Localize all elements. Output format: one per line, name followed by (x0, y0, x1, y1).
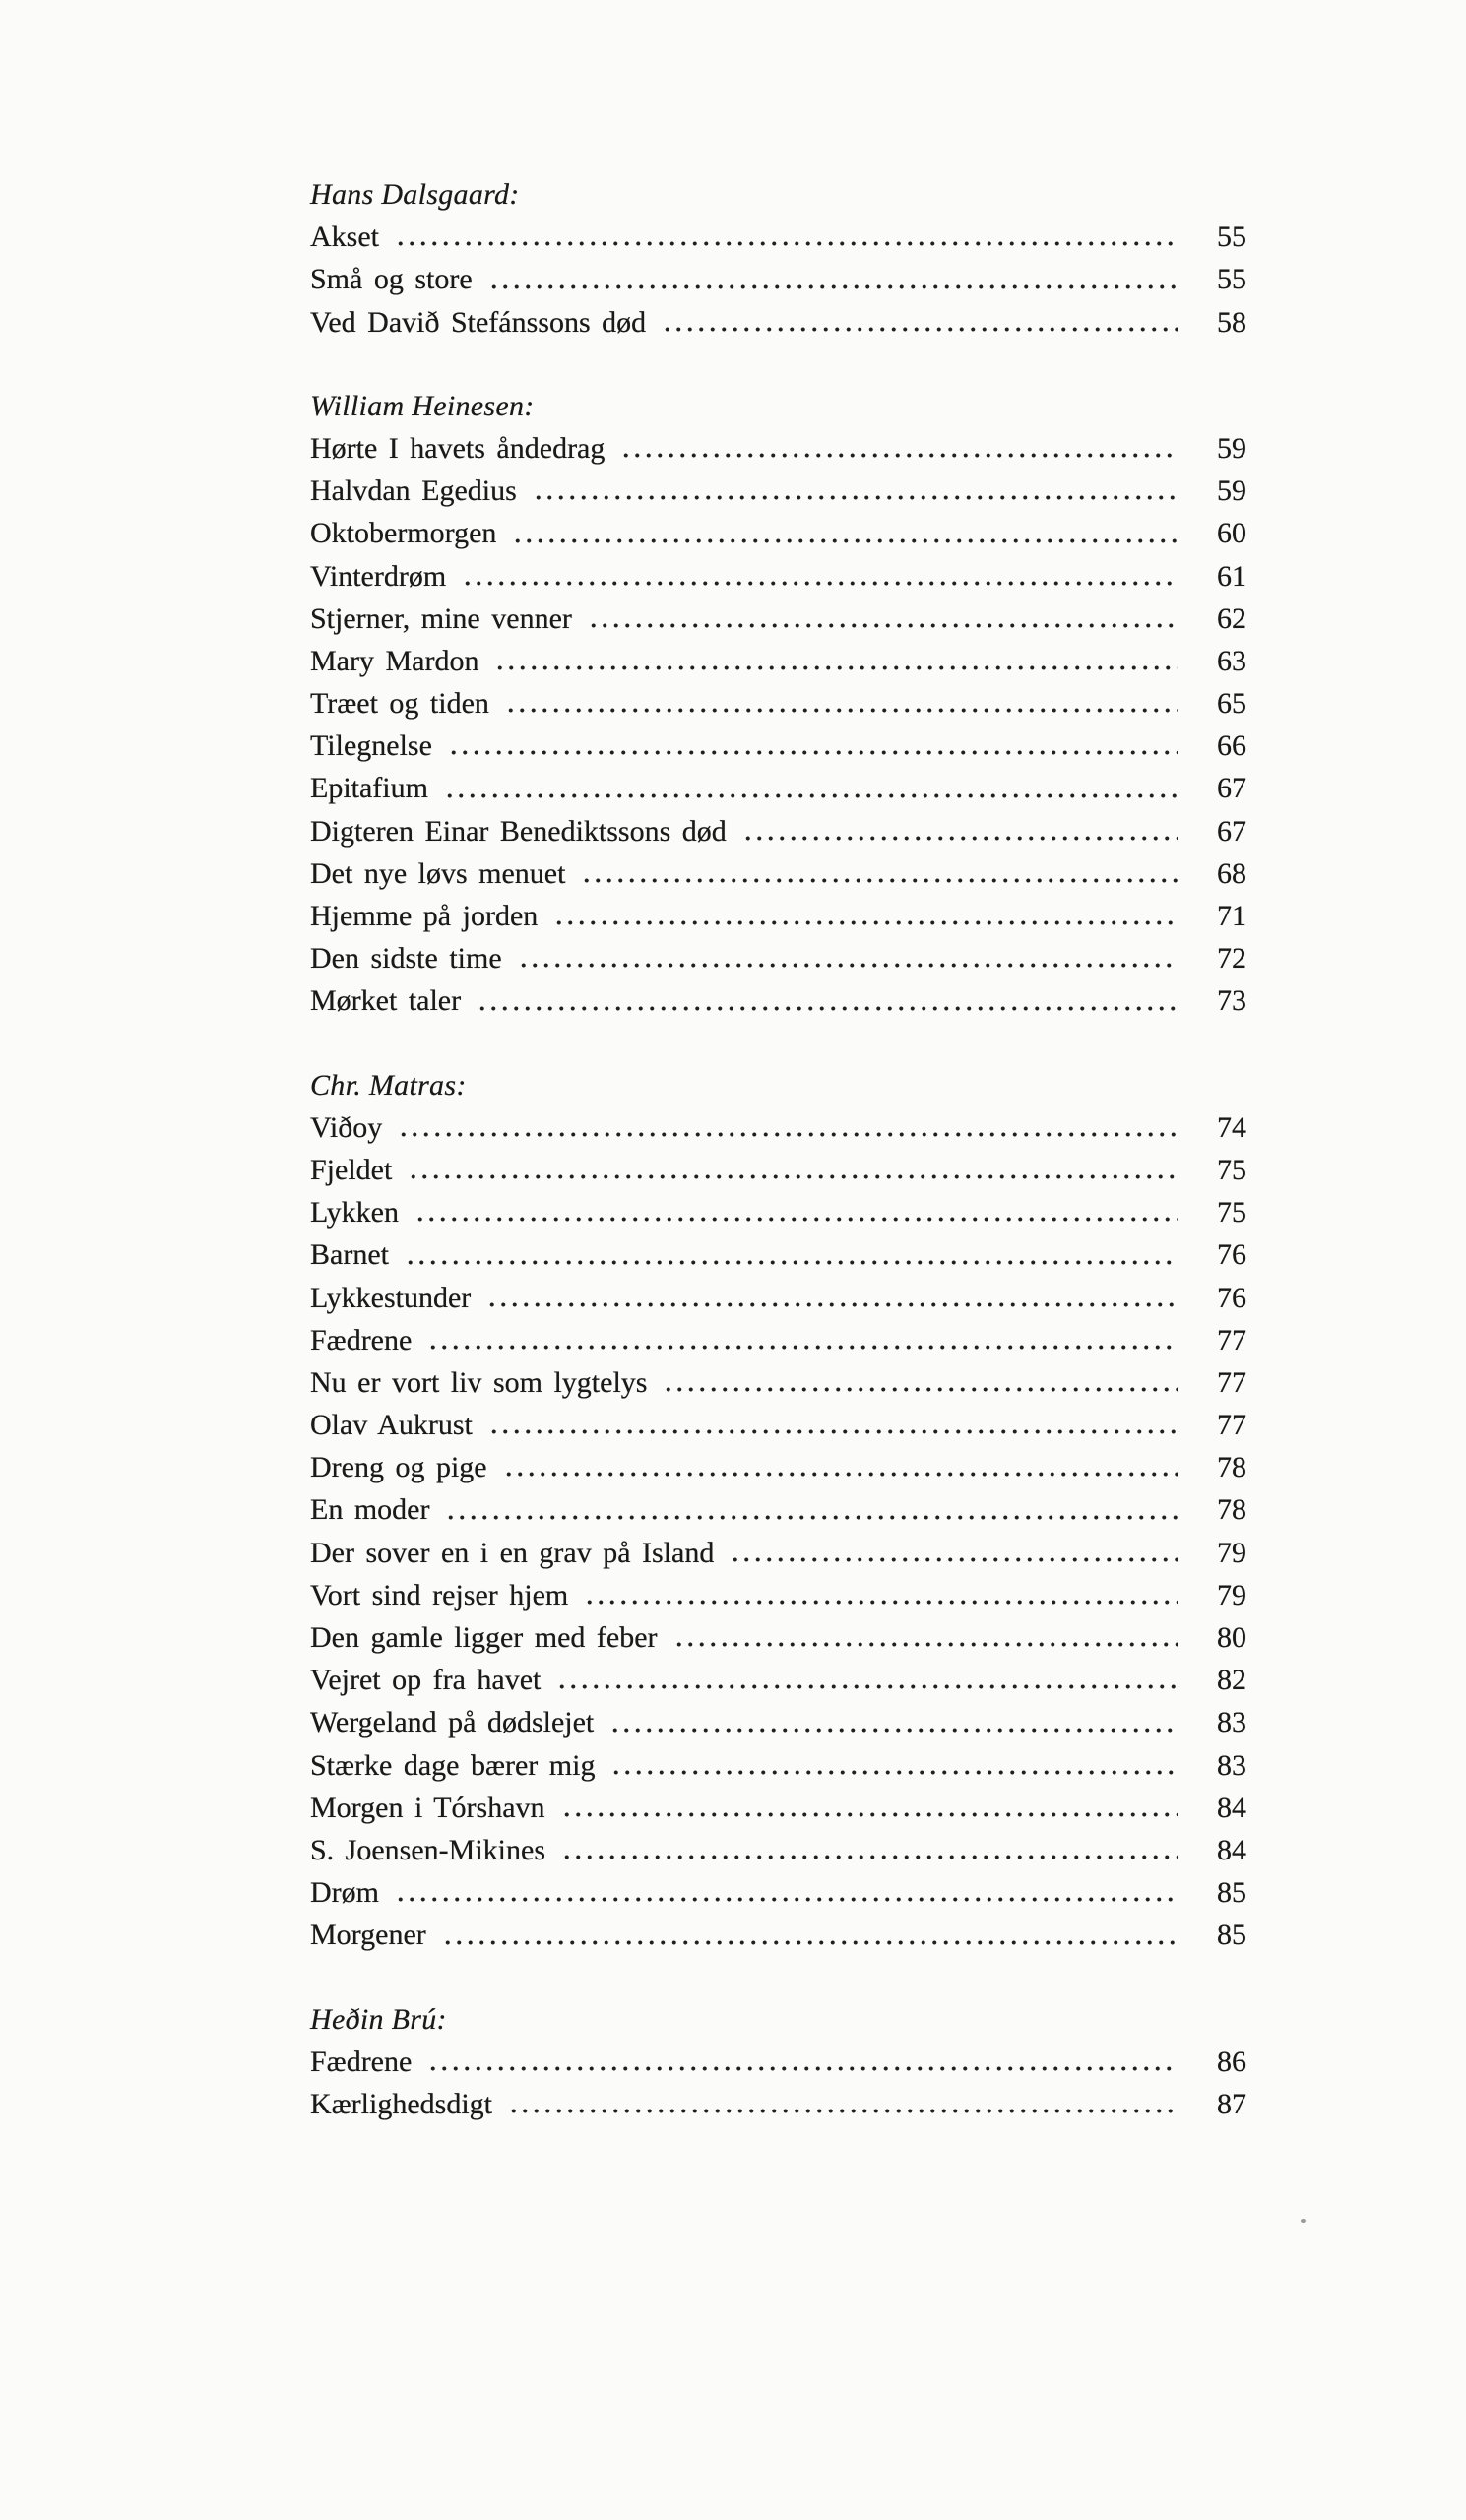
toc-entry (310, 1701, 1246, 1743)
entry-title: Olav Aukrust (310, 1409, 473, 1442)
entry-title: Den sidste time (310, 942, 502, 976)
entry-page-number: 55 (1217, 220, 1246, 254)
toc-entry (310, 301, 1246, 344)
entry-title: Digteren Einar Benediktssons død (310, 814, 727, 848)
entry-title: Træet og tiden (310, 687, 489, 721)
entry-title: En moder (310, 1493, 430, 1527)
dot-leader (398, 1106, 1178, 1149)
toc-entry (310, 724, 1246, 767)
dot-leader (505, 682, 1178, 724)
entry-page-number: 77 (1217, 1323, 1246, 1356)
entry-page-number: 73 (1217, 984, 1246, 1018)
entry-title: Drøm (310, 1876, 379, 1910)
section-author: William Heinesen: (310, 389, 535, 422)
toc-entry (310, 2083, 1246, 2125)
toc-entry (310, 1574, 1246, 1616)
entry-title: Hørte I havets åndedrag (310, 431, 606, 465)
toc-entry (310, 810, 1246, 852)
dot-leader (556, 1659, 1178, 1701)
entry-title: Morgener (310, 1919, 426, 1952)
dot-leader (584, 1574, 1178, 1616)
entry-page-number: 63 (1217, 644, 1246, 677)
dot-leader (486, 1277, 1178, 1319)
toc-section (310, 173, 1246, 344)
entry-page-number: 59 (1217, 474, 1246, 508)
toc-entry (310, 1149, 1246, 1191)
dot-leader (445, 1488, 1178, 1531)
entry-page-number: 85 (1217, 1876, 1246, 1910)
entry-title: Viðoy (310, 1110, 383, 1144)
toc-entry (310, 767, 1246, 809)
entry-title: Epitafium (310, 772, 428, 805)
toc-section (310, 1998, 1246, 2126)
toc-section (310, 1064, 1246, 1957)
entry-page-number: 83 (1217, 1706, 1246, 1739)
dot-leader (427, 1319, 1178, 1361)
entry-page-number: 79 (1217, 1536, 1246, 1569)
dot-leader (620, 427, 1178, 470)
dot-leader (581, 852, 1178, 895)
entry-page-number: 84 (1217, 1791, 1246, 1824)
entry-page-number: 78 (1217, 1451, 1246, 1484)
dot-leader (588, 598, 1178, 640)
toc-entry (310, 1233, 1246, 1276)
toc-entry (310, 895, 1246, 937)
toc-entry (310, 470, 1246, 512)
toc-entry (310, 682, 1246, 724)
dot-leader (494, 640, 1178, 682)
entry-page-number: 82 (1217, 1664, 1246, 1697)
entry-title: S. Joensen-Mikines (310, 1833, 545, 1866)
entry-title: Akset (310, 220, 379, 254)
toc-entry (310, 979, 1246, 1022)
entry-page-number: 79 (1217, 1578, 1246, 1611)
entry-page-number: 55 (1217, 263, 1246, 296)
entry-title: Wergeland på dødslejet (310, 1706, 595, 1739)
entry-page-number: 83 (1217, 1748, 1246, 1782)
entry-page-number: 85 (1217, 1919, 1246, 1952)
dot-leader (609, 1701, 1178, 1743)
dot-leader (561, 1787, 1178, 1829)
dot-leader (477, 979, 1178, 1022)
entry-title: Tilegnelse (310, 729, 432, 763)
entry-title: Mary Mardon (310, 644, 479, 677)
toc-entry (310, 1191, 1246, 1233)
dot-leader (742, 810, 1178, 852)
entry-page-number: 78 (1217, 1493, 1246, 1527)
toc-entry (310, 598, 1246, 640)
dot-leader (610, 1744, 1178, 1787)
dot-leader (408, 1149, 1178, 1191)
dot-leader (503, 1446, 1178, 1488)
entry-page-number: 58 (1217, 305, 1246, 339)
dot-leader (395, 1871, 1178, 1914)
toc-entry (310, 1277, 1246, 1319)
toc-entry (310, 1488, 1246, 1531)
entry-title: Små og store (310, 263, 473, 296)
entry-title: Den gamle ligger med feber (310, 1621, 658, 1655)
entry-title: Dreng og pige (310, 1451, 487, 1484)
toc-entry (310, 1106, 1246, 1149)
dot-leader (444, 767, 1178, 809)
section-author: Hans Dalsgaard: (310, 178, 520, 211)
dot-leader (561, 1829, 1178, 1871)
entry-title: Mørket taler (310, 984, 462, 1018)
dot-leader (730, 1532, 1178, 1574)
entry-title: Der sover en i en grav på Island (310, 1536, 715, 1569)
toc-entry (310, 512, 1246, 554)
entry-page-number: 77 (1217, 1365, 1246, 1399)
entry-page-number: 67 (1217, 814, 1246, 848)
toc-entry (310, 1914, 1246, 1956)
entry-page-number: 75 (1217, 1196, 1246, 1229)
entry-page-number: 80 (1217, 1621, 1246, 1655)
dot-leader (512, 512, 1178, 554)
entry-page-number: 86 (1217, 2045, 1246, 2078)
entry-page-number: 66 (1217, 729, 1246, 763)
dot-leader (448, 724, 1178, 767)
toc-entry (310, 1532, 1246, 1574)
toc-entry (310, 258, 1246, 300)
entry-page-number: 74 (1217, 1110, 1246, 1144)
toc-entry (310, 1829, 1246, 1871)
dot-leader (442, 1914, 1178, 1956)
entry-title: Vejret op fra havet (310, 1664, 542, 1697)
toc-entry (310, 640, 1246, 682)
dot-leader (427, 2041, 1178, 2083)
dot-leader (462, 555, 1178, 598)
toc-entry (310, 1659, 1246, 1701)
toc-entry (310, 2041, 1246, 2083)
entry-title: Morgen i Tórshavn (310, 1791, 545, 1824)
dot-leader (518, 937, 1178, 979)
toc-section (310, 385, 1246, 1023)
dot-leader (662, 301, 1178, 344)
entry-page-number: 72 (1217, 942, 1246, 976)
toc-entry (310, 1871, 1246, 1914)
entry-page-number: 65 (1217, 687, 1246, 721)
dot-leader (673, 1616, 1178, 1659)
toc-entry (310, 427, 1246, 470)
entry-title: Det nye løvs menuet (310, 856, 566, 890)
entry-title: Lykken (310, 1196, 399, 1229)
scan-speck (1301, 2219, 1306, 2223)
dot-leader (488, 258, 1178, 300)
entry-title: Stjerner, mine venner (310, 601, 572, 635)
entry-title: Fædrene (310, 1323, 413, 1356)
toc-entry (310, 1616, 1246, 1659)
entry-page-number: 71 (1217, 900, 1246, 933)
entry-page-number: 76 (1217, 1281, 1246, 1314)
entry-page-number: 68 (1217, 856, 1246, 890)
entry-title: Lykkestunder (310, 1281, 472, 1314)
entry-page-number: 62 (1217, 601, 1246, 635)
toc-entry (310, 1446, 1246, 1488)
entry-title: Kærlighedsdigt (310, 2087, 492, 2120)
toc-entry (310, 216, 1246, 258)
section-author: Heðin Brú: (310, 2002, 447, 2036)
entry-title: Fjeldet (310, 1153, 393, 1186)
section-author: Chr. Matras: (310, 1068, 467, 1102)
dot-leader (508, 2083, 1178, 2125)
entry-page-number: 76 (1217, 1238, 1246, 1272)
toc-entry (310, 937, 1246, 979)
toc-entry (310, 555, 1246, 598)
entry-page-number: 60 (1217, 517, 1246, 550)
toc-entry (310, 1744, 1246, 1787)
entry-title: Halvdan Egedius (310, 474, 517, 508)
entry-page-number: 59 (1217, 431, 1246, 465)
entry-page-number: 87 (1217, 2087, 1246, 2120)
dot-leader (663, 1361, 1178, 1404)
entry-title: Fædrene (310, 2045, 413, 2078)
dot-leader (395, 216, 1178, 258)
entry-page-number: 84 (1217, 1833, 1246, 1866)
entry-title: Vinterdrøm (310, 559, 447, 593)
toc-entry (310, 1319, 1246, 1361)
entry-title: Hjemme på jorden (310, 900, 539, 933)
entry-title: Ved Davið Stefánssons død (310, 305, 647, 339)
entry-title: Nu er vort liv som lygtelys (310, 1365, 648, 1399)
entry-title: Stærke dage bærer mig (310, 1748, 596, 1782)
entry-title: Oktobermorgen (310, 517, 497, 550)
dot-leader (414, 1191, 1178, 1233)
toc-entry (310, 1404, 1246, 1446)
toc-entry (310, 1361, 1246, 1404)
toc (310, 173, 1246, 2125)
entry-title: Vort sind rejser hjem (310, 1578, 569, 1611)
dot-leader (533, 470, 1178, 512)
entry-page-number: 67 (1217, 772, 1246, 805)
entry-page-number: 61 (1217, 559, 1246, 593)
entry-title: Barnet (310, 1238, 389, 1272)
toc-entry (310, 852, 1246, 895)
dot-leader (405, 1233, 1178, 1276)
toc-entry (310, 1787, 1246, 1829)
entry-page-number: 77 (1217, 1409, 1246, 1442)
entry-page-number: 75 (1217, 1153, 1246, 1186)
dot-leader (488, 1404, 1178, 1446)
dot-leader (553, 895, 1178, 937)
